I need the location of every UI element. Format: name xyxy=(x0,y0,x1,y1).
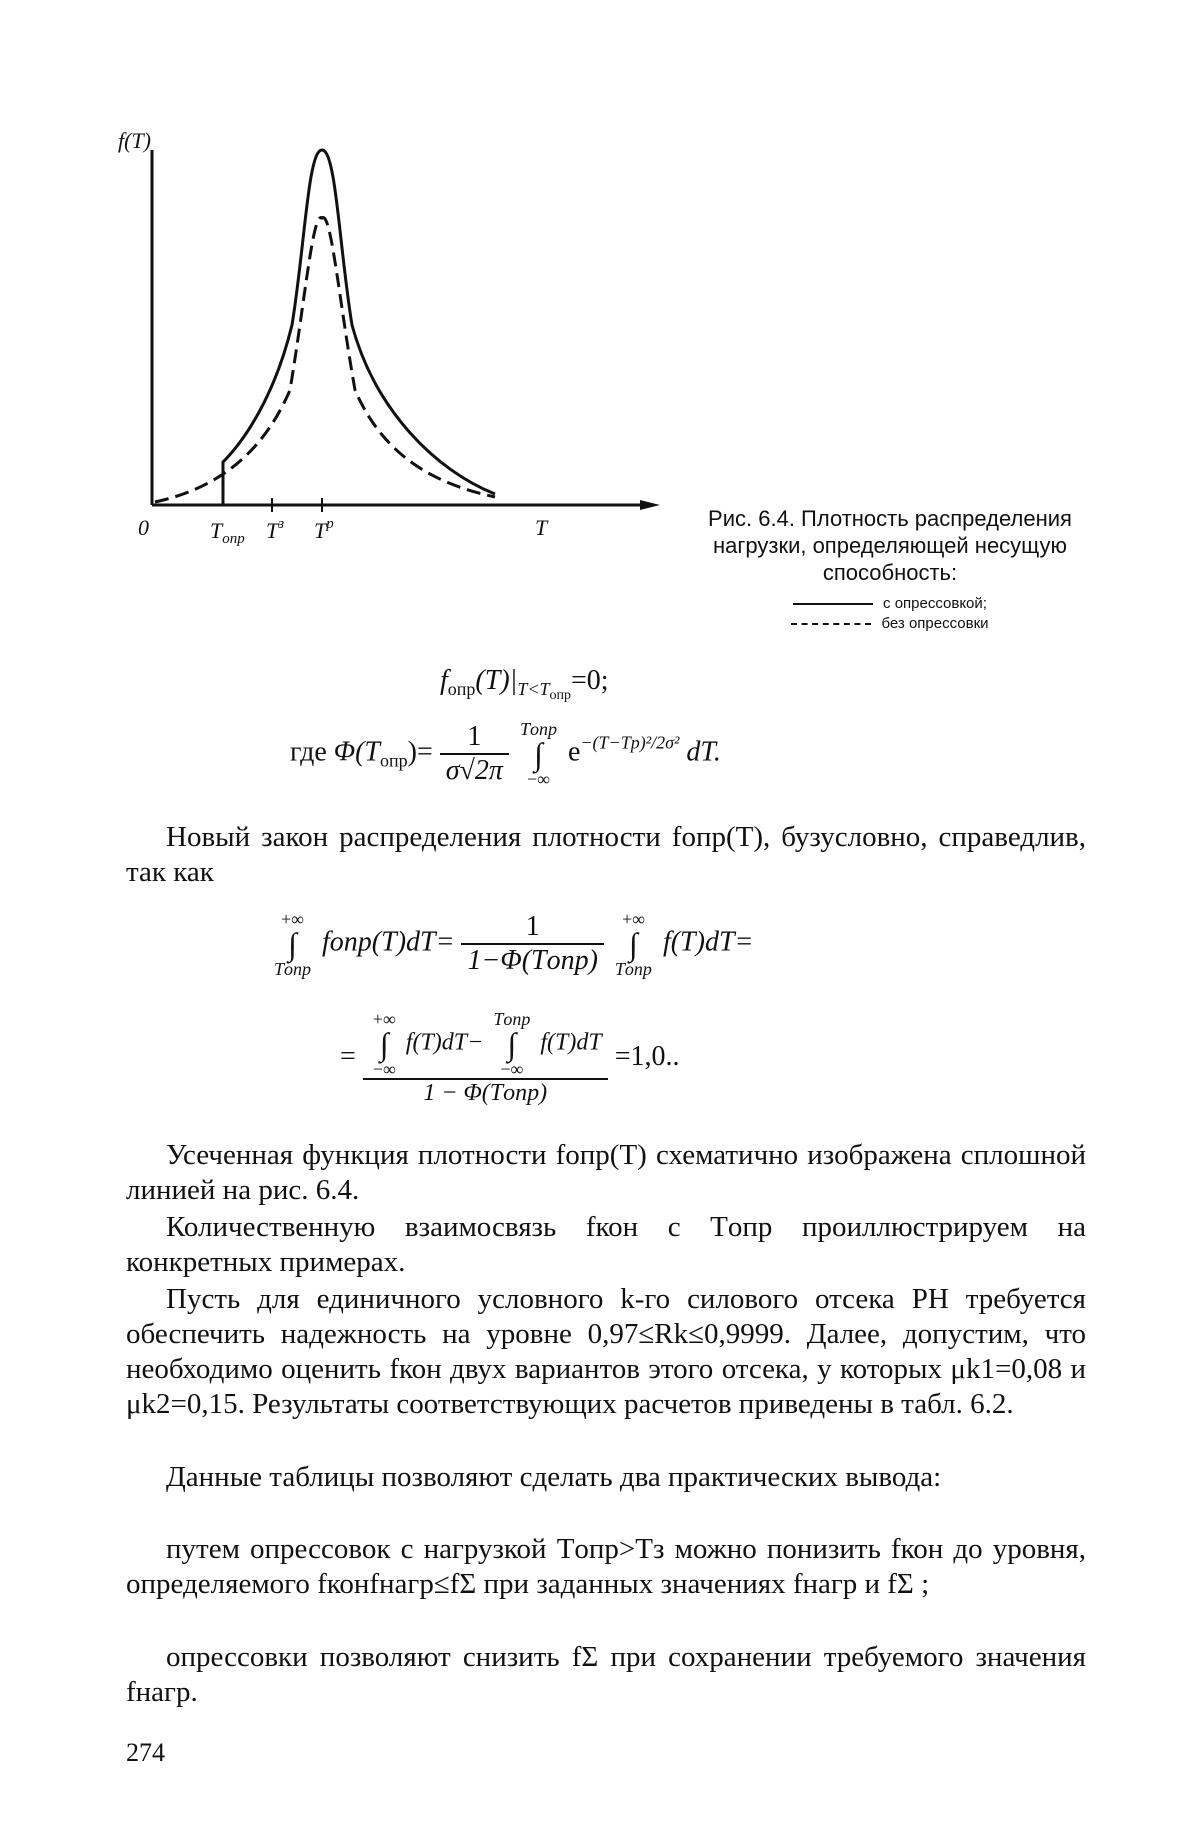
y-axis-label: f(T) xyxy=(118,128,151,153)
caption-legend xyxy=(700,594,1080,634)
paragraph-6: путем опрессовок с нагрузкой Tопр>Tз можно понизить fкон до уровня, определяемого fконfнагр≤fΣ при заданных значениях fнагр и fΣ ; xyxy=(126,1533,1086,1600)
legend-solid-label: с опрессовкой; xyxy=(883,595,987,612)
curve-without-pressing xyxy=(155,218,495,502)
figure-caption xyxy=(700,505,1080,634)
equation-2: где $\Phi(T_{опр})=$ $\frac{1}{\sigma√2\pi}$ Tопр ∫ −∞ $e^{-(T-Tр)^2/2\sigma^2}$ dT. xyxy=(290,719,721,789)
paragraph-5: Данные таблицы позволяют сделать два практических вывода: xyxy=(166,1461,942,1493)
paragraph-4: Пусть для единичного условного k-го силового отсека РН требуется обеспечить надежность на уровне 0,97≤Rk≤0,9999. Далее, допустим, что необходимо оценить fкон двух вариантов этого отсека, у которых μk1=0,08 и μk2=0,15. Результаты соответствующих расчетов приведены в табл. 6.2. xyxy=(126,1283,1086,1420)
density-figure xyxy=(118,128,670,640)
curve-with-pressing xyxy=(223,150,495,505)
tick-label-t-opr: $T_{опр}$ xyxy=(210,518,245,547)
tick-label-t-p: $T^р$ xyxy=(314,516,334,543)
tick-label-t-z: $T^з$ xyxy=(266,516,285,543)
equation-1: $f_{опр}(T)|_{T<Tопр}=0$; xyxy=(440,665,609,703)
density-plot xyxy=(118,128,670,640)
caption-text: Рис. 6.4. Плотность распределения нагрузки, определяющей несущую способность: xyxy=(708,506,1072,585)
legend-dashed-line xyxy=(791,623,871,625)
legend-solid xyxy=(700,594,1080,614)
legend-dashed-label: без опрессовки xyxy=(881,615,989,632)
paragraph-7: опрессовки позволяют снизить fΣ при сохранении требуемого значения fнагр. xyxy=(126,1641,1086,1708)
equation-4: = +∞ ∫ −∞ f(T)dT− Tопр ∫ −∞ f(T)dT 1 − Φ(Tопр) =1,0.. xyxy=(340,1009,680,1106)
eq2-fraction: $\frac{1}{\sigma√2\pi}$ xyxy=(440,721,509,787)
paragraph-3: Количественную взаимосвязь fкон с Tопр проиллюстрируем на конкретных примерах. xyxy=(126,1211,1086,1278)
legend-solid-line xyxy=(793,603,873,605)
page-number: 274 xyxy=(126,1738,165,1767)
paragraph-1: Новый закон распределения плотности fопр(T), бузусловно, справедлив, так как xyxy=(126,821,1086,888)
equation-3: +∞ ∫ Tопр fопр(T)dT= $\frac{1}{\text{1−Φ(Tопр)}}$ +∞ ∫ Tопр f(T)dT= xyxy=(274,909,754,979)
x-axis-arrow xyxy=(640,500,660,510)
legend-dashed xyxy=(700,614,1080,634)
origin-label: 0 xyxy=(138,515,149,540)
eq2-integral: Tопр ∫ −∞ xyxy=(519,719,557,789)
x-axis-label: T xyxy=(535,515,548,540)
paragraph-2: Усеченная функция плотности fопр(T) схематично изображена сплошной линией на рис. 6.4. xyxy=(126,1139,1086,1206)
